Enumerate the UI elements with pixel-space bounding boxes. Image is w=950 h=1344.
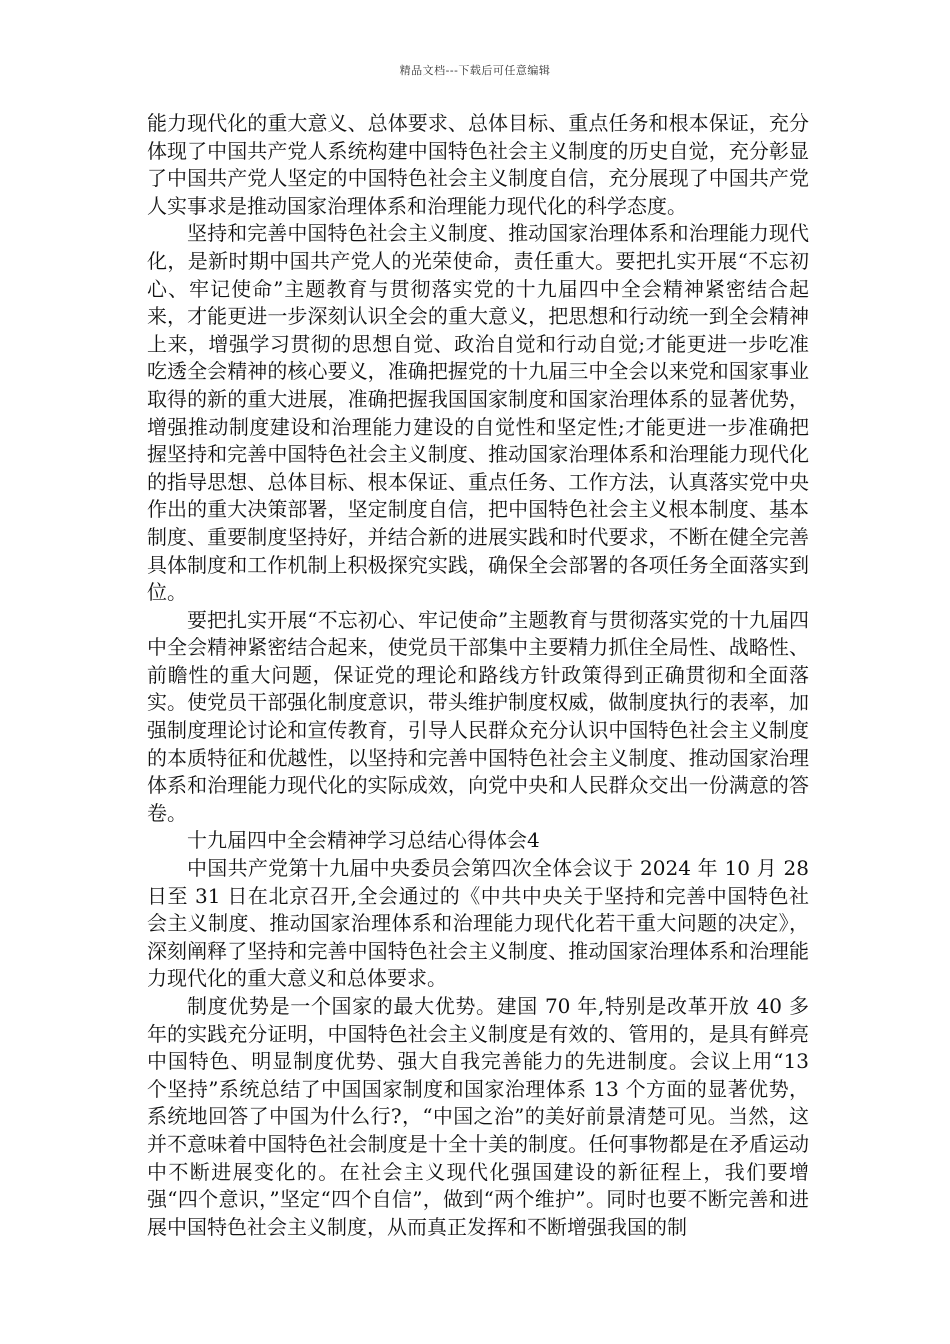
paragraph: 要把扎实开展“不忘初心、牢记使命”主题教育与贯彻落实党的十九届四中全会精神紧密结合起来，使党员干部集中主要精力抓住全局性、战略性、前瞻性的重大问题，保证党的理论和路线方针政策得到正确贯彻和全面落实。使党员干部强化制度意识，带头维护制度权威，做制度执行的表率，加强制度理论讨论和宣传教育，引导人民群众充分认识中国特色社会主义制度的本质特征和优越性，以坚持和完善中国特色社会主义制度、推动国家治理体系和治理能力现代化的实际成效，向党中央和人民群众交出一份满意的答卷。	[147, 607, 809, 825]
paragraph: 中国共产党第十九届中央委员会第四次全体会议于 2024 年 10 月 28 日至 31 日在北京召开,全会通过的《中共中央关于坚持和完善中国特色社会主义制度、推动国家治理体系和治理能力现代化若干重大问题的决定》，深刻阐释了坚持和完善中国特色社会主义制度、推动国家治理体系和治理能力现代化的重大意义和总体要求。	[147, 856, 809, 991]
paragraph: 制度优势是一个国家的最大优势。建国 70 年,特别是改革开放 40 多年的实践充分证明，中国特色社会主义制度是有效的、管用的，是具有鲜亮中国特色、明显制度优势、强大自我完善能力的先进制度。会议上用“13 个坚持”系统总结了中国国家制度和国家治理体系 13 个方面的显著优势，系统地回答了中国为什么行?，“中国之治”的美好前景清楚可见。当然，这并不意味着中国特色社会制度是十全十美的制度。任何事物都是在矛盾运动中不断进展变化的。在社会主义现代化强国建设的新征程上，我们要增强“四个意识，”坚定“四个自信”，做到“两个维护”。同时也要不断完善和进展中国特色社会主义制度，从而真正发挥和不断增强我国的制	[147, 994, 809, 1239]
page-header: 精品文档---下载后可任意编辑	[399, 64, 551, 77]
paragraph-continued: 能力现代化的重大意义、总体要求、总体目标、重点任务和根本保证，充分体现了中国共产党人系统构建中国特色社会主义制度的历史自觉，充分彰显了中国共产党人坚定的中国特色社会主义制度自信，充分展现了中国共产党人实事求是推动国家治理体系和治理能力现代化的科学态度。	[147, 111, 809, 218]
document-body	[147, 110, 809, 1241]
section-heading: 十九届四中全会精神学习总结心得体会4	[187, 828, 540, 853]
paragraph: 坚持和完善中国特色社会主义制度、推动国家治理体系和治理能力现代化，是新时期中国共产党人的光荣使命，责任重大。要把扎实开展“不忘初心、牢记使命”主题教育与贯彻落实党的十九届四中全会精神紧密结合起来，才能更进一步深刻认识全会的重大意义，把思想和行动统一到全会精神上来，增强学习贯彻的思想自觉、政治自觉和行动自觉;才能更进一步吃准吃透全会精神的核心要义，准确把握党的十九届三中全会以来党和国家事业取得的新的重大进展，准确把握我国国家制度和国家治理体系的显著优势，增强推动制度建设和治理能力建设的自觉性和坚定性;才能更进一步准确把握坚持和完善中国特色社会主义制度、推动国家治理体系和治理能力现代化的指导思想、总体目标、根本保证、重点任务、工作方法，认真落实党中央作出的重大决策部署，坚定制度自信，把中国特色社会主义根本制度、基本制度、重要制度坚持好，并结合新的进展实践和时代要求，不断在健全完善具体制度和工作机制上积极探究实践，确保全会部署的各项任务全面落实到位。	[147, 221, 809, 605]
